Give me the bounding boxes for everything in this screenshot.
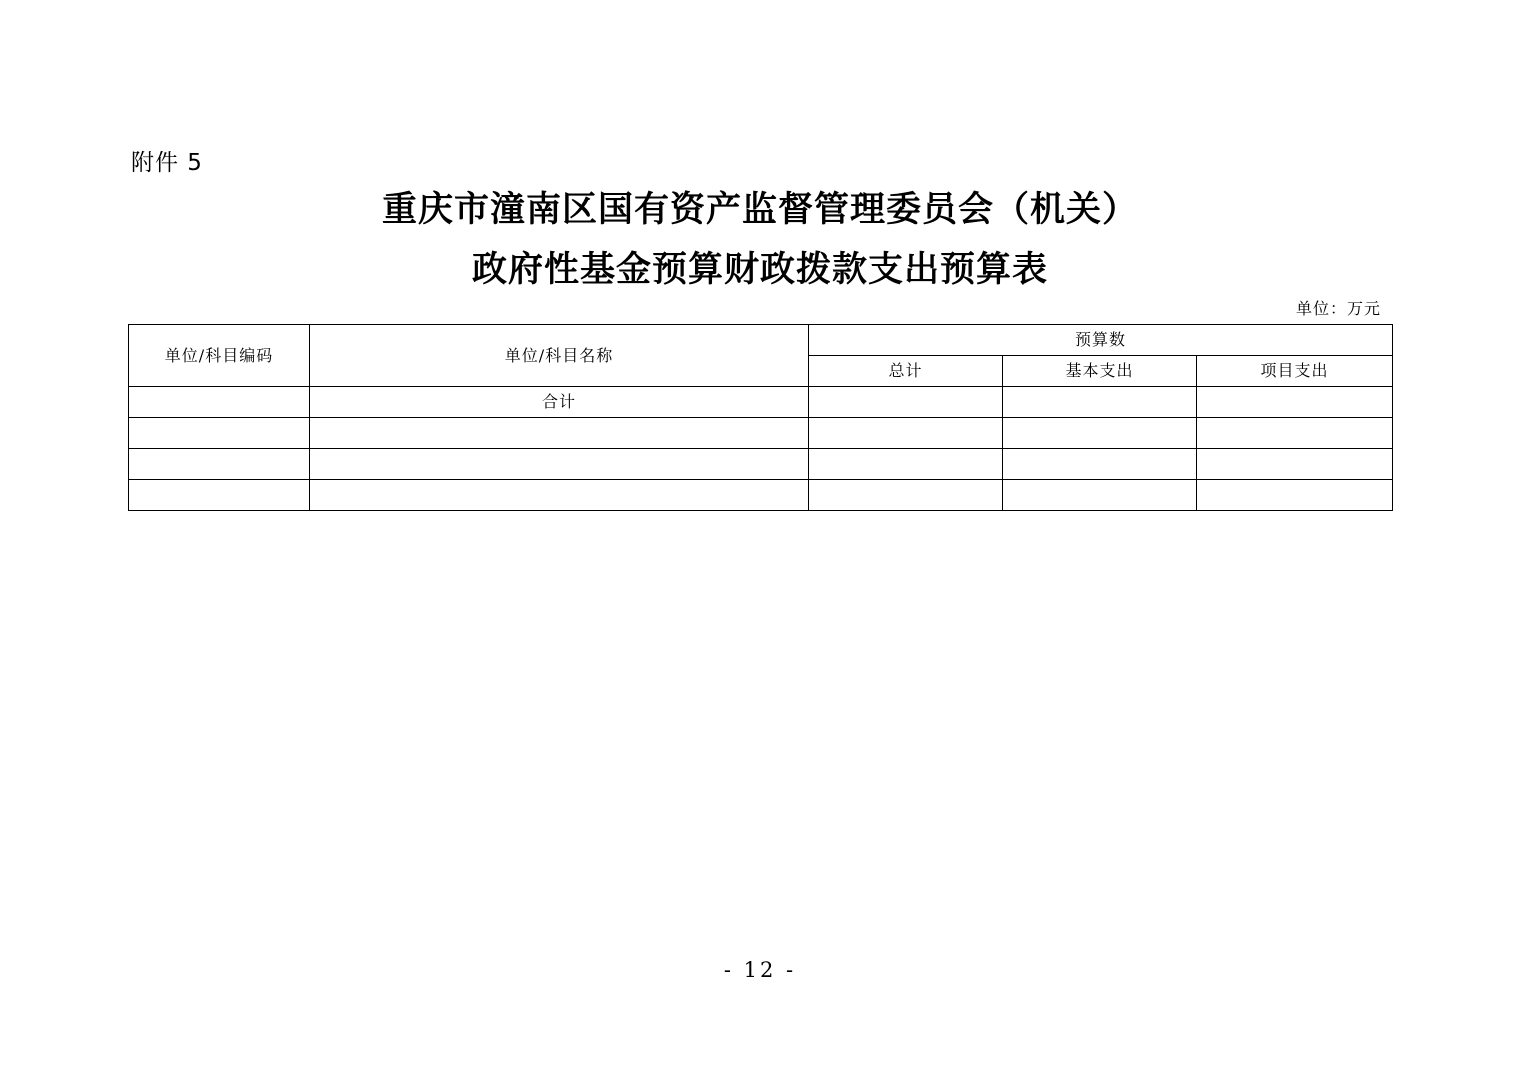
cell-total [809, 387, 1003, 418]
header-code: 单位/科目编码 [129, 325, 310, 387]
header-budget-group: 预算数 [809, 325, 1393, 356]
document-title-line-2: 政府性基金预算财政拨款支出预算表 [471, 249, 1048, 290]
cell-project [1197, 449, 1393, 480]
unit-label: 单位：万元 [1295, 299, 1381, 318]
table-header-row [129, 325, 1393, 356]
cell-code [129, 387, 310, 418]
cell-basic [1003, 449, 1197, 480]
cell-name [310, 418, 809, 449]
table-row [129, 418, 1393, 449]
cell-project [1197, 418, 1393, 449]
header-basic: 基本支出 [1003, 356, 1197, 387]
document-title-line-1: 重庆市潼南区国有资产监督管理委员会（机关） [381, 189, 1138, 230]
table-row [129, 387, 1393, 418]
table-row [129, 480, 1393, 511]
cell-code [129, 449, 310, 480]
cell-total [809, 480, 1003, 511]
cell-basic [1003, 480, 1197, 511]
cell-total [809, 449, 1003, 480]
page-number: - 12 - [723, 958, 797, 982]
cell-basic [1003, 418, 1197, 449]
budget-table [128, 324, 1393, 511]
cell-total [809, 418, 1003, 449]
header-total: 总计 [809, 356, 1003, 387]
attachment-label: 附件 5 [131, 150, 203, 176]
cell-code [129, 418, 310, 449]
table-row [129, 449, 1393, 480]
cell-name [310, 480, 809, 511]
cell-name [310, 449, 809, 480]
header-project: 项目支出 [1197, 356, 1393, 387]
cell-code [129, 480, 310, 511]
cell-basic [1003, 387, 1197, 418]
cell-project [1197, 387, 1393, 418]
header-name: 单位/科目名称 [310, 325, 809, 387]
cell-project [1197, 480, 1393, 511]
cell-name: 合计 [310, 387, 809, 418]
